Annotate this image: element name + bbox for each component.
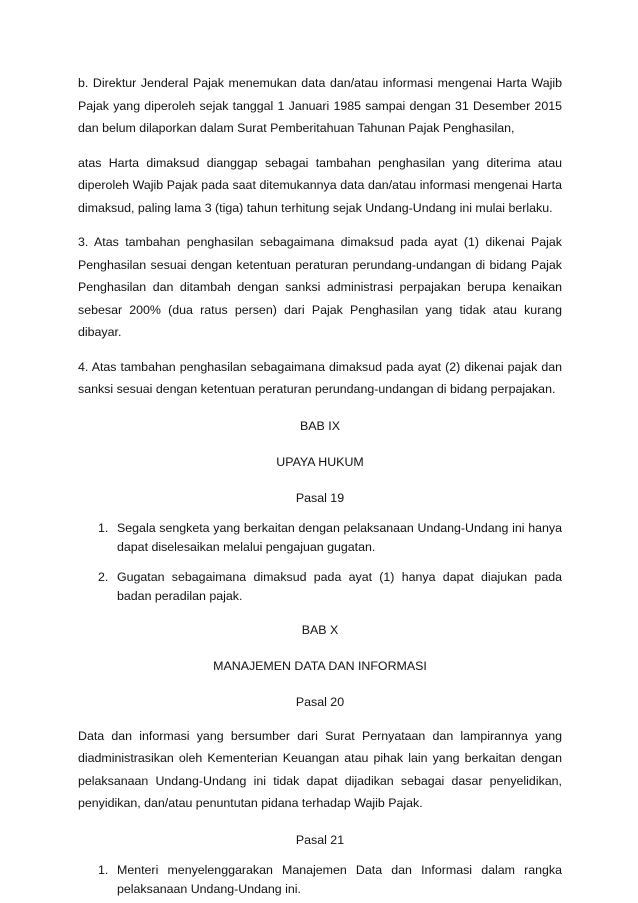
pasal-21-list [78, 861, 562, 900]
pasal-20-paragraph: Data dan informasi yang bersumber dari Surat Pernyataan dan lampirannya yang diadministrasikan oleh Kementerian Keuangan atau pihak lain yang berkaitan dengan pelaksanaan Undang-Undang ini tidak dapat dijadikan sebagai dasar penyelidikan, penyidikan, dan/atau penuntutan pidana terhadap Wajib Pajak. [78, 728, 562, 810]
list-item [78, 861, 562, 900]
list-item-number: 1. [98, 520, 109, 535]
pasal-19-list [78, 519, 562, 607]
pasal-19-heading: Pasal 19 [295, 490, 345, 505]
list-item [78, 568, 562, 607]
paragraph-ayat-4: 4. Atas tambahan penghasilan sebagaimana dimaksud pada ayat (2) dikenai pajak dan sanksi sesuai dengan ketentuan peraturan perundang-undangan di bidang perpajakan. [78, 359, 562, 396]
list-item-text: Gugatan sebagaimana dimaksud pada ayat (1) hanya dapat diajukan pada badan peradilan pajak. [117, 569, 562, 603]
list-item-number: 2. [98, 569, 109, 584]
list-item [78, 519, 562, 558]
pasal-21-heading: Pasal 21 [295, 832, 345, 847]
bab-10-label: BAB X [301, 622, 339, 637]
paragraph-b: b. Direktur Jenderal Pajak menemukan data dan/atau informasi mengenai Harta Wajib Pajak yang diperoleh sejak tanggal 1 Januari 1985 sampai dengan 31 Desember 2015 dan belum dilaporkan dalam Surat Pemberitahuan Tahunan Pajak Penghasilan, [78, 76, 562, 135]
bab-10-title: MANAJEMEN DATA DAN INFORMASI [213, 658, 427, 673]
paragraph-harta: atas Harta dimaksud dianggap sebagai tambahan penghasilan yang diterima atau diperoleh Wajib Pajak pada saat ditemukannya data dan/atau informasi mengenai Harta dimaksud, paling lama 3 (tiga) tahun terhitung sejak Undang-Undang ini mulai berlaku. [78, 155, 562, 215]
pasal-20-heading: Pasal 20 [295, 694, 345, 709]
list-item-text: Segala sengketa yang berkaitan dengan pelaksanaan Undang-Undang ini hanya dapat diselesaikan melalui pengajuan gugatan. [117, 520, 562, 554]
paragraph-ayat-3: 3. Atas tambahan penghasilan sebagaimana dimaksud pada ayat (1) dikenai Pajak Penghasilan sesuai dengan ketentuan peraturan perundang-undangan di bidang Pajak Penghasilan dan ditambah dengan sanksi administrasi perpajakan berupa kenaikan sebesar 200% (dua ratus persen) dari Pajak Penghasilan yang tidak atau kurang dibayar. [78, 235, 562, 339]
list-item-text: Menteri menyelenggarakan Manajemen Data dan Informasi dalam rangka pelaksanaan Undang-Undang ini. [117, 862, 562, 896]
bab-9-title: UPAYA HUKUM [276, 454, 364, 469]
document-page [78, 72, 562, 900]
bab-9-label: BAB IX [300, 418, 340, 433]
list-item-number: 1. [98, 862, 109, 877]
